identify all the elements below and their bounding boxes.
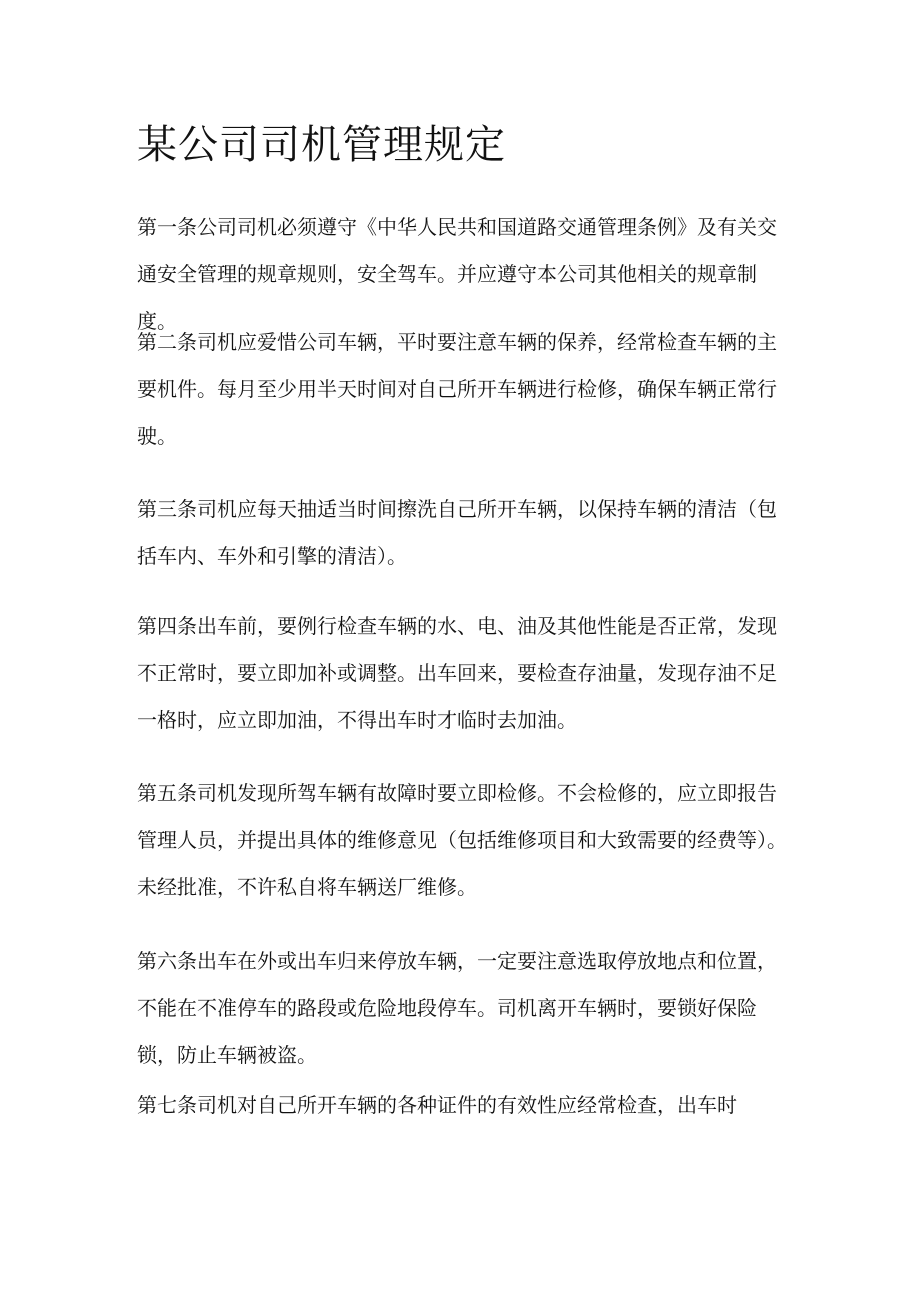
article-4: 第四条出车前，要例行检查车辆的水、电、油及其他性能是否正常，发现不正常时，要立即加补或调整。出车回来，要检查存油量，发现存油不足一格时，应立即加油，不得出车时才临时去加油。 [137, 614, 777, 732]
article-5: 第五条司机发现所驾车辆有故障时要立即检修。不会检修的，应立即报告管理人员，并提出具体的维修意见（包括维修项目和大致需要的经费等）。未经批准，不许私自将车辆送厂维修。 [137, 781, 787, 899]
article-3: 第三条司机应每天抽适当时间擦洗自己所开车辆，以保持车辆的清洁（包括车内、车外和引擎的清洁）。 [137, 497, 777, 568]
article-6: 第六条出车在外或出车归来停放车辆，一定要注意选取停放地点和位置，不能在不准停车的路段或危险地段停车。司机离开车辆时，要锁好保险锁，防止车辆被盗。 [137, 949, 777, 1067]
article-1: 第一条公司司机必须遵守《中华人民共和国道路交通管理条例》及有关交通安全管理的规章规则，安全驾车。并应遵守本公司其他相关的规章制度。 [137, 215, 777, 333]
document-title: 某公司司机管理规定 [137, 122, 506, 168]
article-7: 第七条司机对自己所开车辆的各种证件的有效性应经常检查，出车时 [137, 1093, 737, 1117]
article-2: 第二条司机应爱惜公司车辆，平时要注意车辆的保养，经常检查车辆的主要机件。每月至少用半天时间对自己所开车辆进行检修，确保车辆正常行驶。 [137, 330, 777, 448]
